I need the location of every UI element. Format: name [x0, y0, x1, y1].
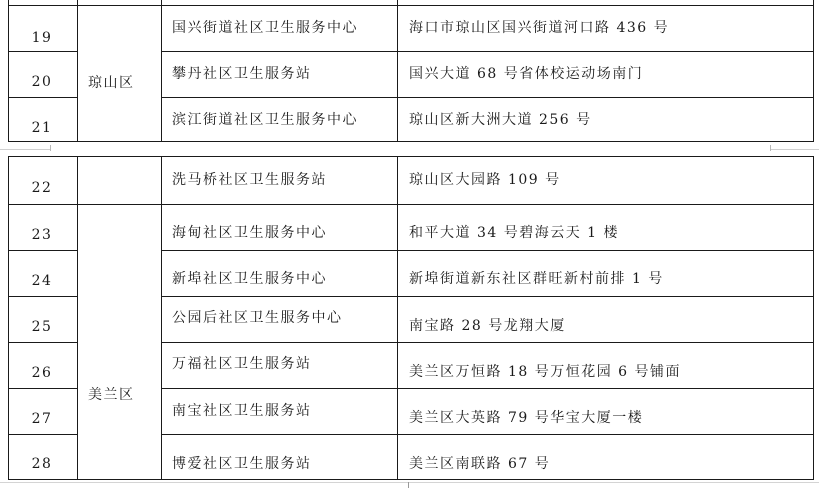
center-name: 攀丹社区卫生服务站	[172, 66, 312, 82]
page-break-mark	[770, 145, 771, 151]
table-border	[161, 434, 814, 435]
center-address: 琼山区大园路 109 号	[409, 172, 561, 188]
center-address: 琼山区新大洲大道 256 号	[409, 112, 592, 128]
table-border	[161, 51, 814, 52]
row-number: 26	[31, 365, 53, 381]
page-break	[0, 142, 819, 156]
center-address: 国兴大道 68 号省体校运动场南门	[409, 66, 644, 82]
center-address: 海口市琼山区国兴街道河口路 436 号	[409, 20, 670, 36]
district-cell: 美兰区	[88, 387, 135, 403]
page-break-line	[0, 149, 50, 150]
center-address: 美兰区大英路 79 号华宝大厦一楼	[409, 410, 644, 426]
center-address: 美兰区南联路 67 号	[409, 456, 551, 472]
table-border	[8, 156, 814, 157]
table-border	[8, 250, 78, 251]
center-name: 南宝社区卫生服务站	[172, 403, 312, 419]
table-border	[8, 434, 78, 435]
table-border	[397, 0, 398, 142]
table-border	[8, 5, 814, 6]
table-border	[8, 204, 814, 205]
table-border	[8, 51, 78, 52]
table-border	[161, 388, 814, 389]
table-border	[161, 342, 814, 343]
table-border	[8, 342, 78, 343]
table-border	[77, 0, 78, 142]
page-break-mark	[50, 145, 51, 151]
row-number: 20	[31, 74, 53, 90]
center-name: 滨江街道社区卫生服务中心	[172, 112, 358, 128]
row-number: 21	[31, 120, 53, 136]
center-name: 博爱社区卫生服务站	[172, 456, 312, 472]
table-border	[8, 388, 78, 389]
center-name: 万福社区卫生服务站	[172, 356, 312, 372]
center-address: 南宝路 28 号龙翔大厦	[409, 318, 566, 334]
row-number: 24	[31, 273, 53, 289]
row-number: 22	[31, 180, 53, 196]
center-address: 和平大道 34 号碧海云天 1 楼	[409, 225, 620, 241]
table-border	[8, 97, 78, 98]
row-number: 19	[31, 30, 53, 46]
table-border	[8, 296, 78, 297]
table-border	[8, 0, 9, 142]
center-name: 洗马桥社区卫生服务站	[172, 172, 327, 188]
center-address: 美兰区万恒路 18 号万恒花园 6 号铺面	[409, 364, 682, 380]
table-border	[161, 250, 814, 251]
row-number: 28	[31, 456, 53, 472]
center-name: 海甸社区卫生服务中心	[172, 225, 327, 241]
table-border	[161, 0, 162, 142]
page-footer-line	[0, 482, 819, 483]
district-cell: 琼山区	[88, 75, 135, 91]
center-name: 公园后社区卫生服务中心	[172, 310, 343, 326]
table-border	[161, 97, 814, 98]
table-border	[813, 0, 814, 142]
row-number: 25	[31, 319, 53, 335]
center-address: 新埠街道新东社区群旺新村前排 1 号	[409, 271, 664, 287]
center-name: 国兴街道社区卫生服务中心	[172, 20, 358, 36]
row-number: 23	[31, 227, 53, 243]
page-break-line	[770, 149, 819, 150]
page-footer-mark	[408, 482, 409, 488]
center-name: 新埠社区卫生服务中心	[172, 271, 327, 287]
row-number: 27	[31, 411, 53, 427]
table-border	[161, 296, 814, 297]
